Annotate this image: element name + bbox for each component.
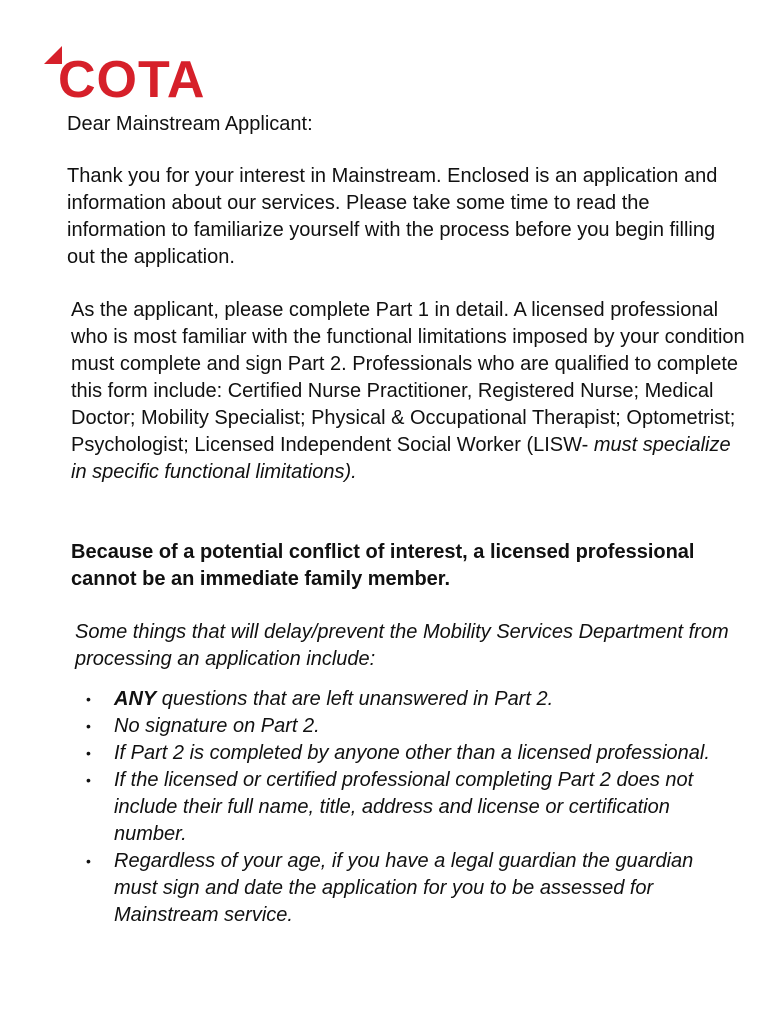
logo-text: COTA (58, 51, 206, 102)
cota-logo (44, 44, 229, 102)
reason-lead: ANY (114, 688, 157, 710)
list-item (86, 767, 736, 848)
intro-paragraph: Thank you for your interest in Mainstream. Enclosed is an application and information about our services. Please take some time to read the information to familiarize yourself with the process before you begin filling out the application. (67, 165, 718, 268)
reason-text: questions that are left unanswered in Part 2. (156, 688, 554, 710)
reason-text: No signature on Part 2. (114, 715, 320, 737)
delay-intro: Some things that will delay/prevent the Mobility Services Department from processing an application include: (75, 621, 729, 670)
greeting: Dear Mainstream Applicant: (67, 113, 313, 135)
part1-text: As the applicant, please complete Part 1 in detail. A licensed professional who is most familiar with the functional limitations imposed by your condition must complete and sign Part 2. Professionals who are qualified to complete this form include: Certified Nurse Practitioner, Registered Nurse; Medical Doctor; Mobility Specialist; Physical & Occupational Therapist; Optometrist; Psychologist; Licensed Independent Social Worker (LISW- (71, 299, 745, 456)
reason-text: If Part 2 is completed by anyone other than a licensed professional. (114, 742, 710, 764)
list-item (86, 713, 736, 740)
reason-text: Regardless of your age, if you have a legal guardian the guardian must sign and date the application for you to be assessed for Mainstream service. (114, 850, 694, 926)
part1-italic-note: must specialize in specific functional limitations). (71, 434, 731, 483)
list-item (86, 686, 736, 713)
list-item (86, 740, 736, 767)
part1-instructions (71, 297, 751, 486)
bullet: • (86, 772, 91, 788)
bullet: • (86, 718, 91, 734)
delay-reasons-list (86, 686, 736, 929)
bullet: • (86, 745, 91, 761)
reason-text: If the licensed or certified professional completing Part 2 does not include their full name, title, address and license or certification number. (114, 769, 694, 845)
bullet: • (86, 691, 91, 707)
conflict-warning: Because of a potential conflict of interest, a licensed professional cannot be an immediate family member. (71, 541, 695, 590)
list-item (86, 848, 736, 929)
bullet: • (86, 853, 91, 869)
cota-logo-graphic (44, 44, 229, 102)
